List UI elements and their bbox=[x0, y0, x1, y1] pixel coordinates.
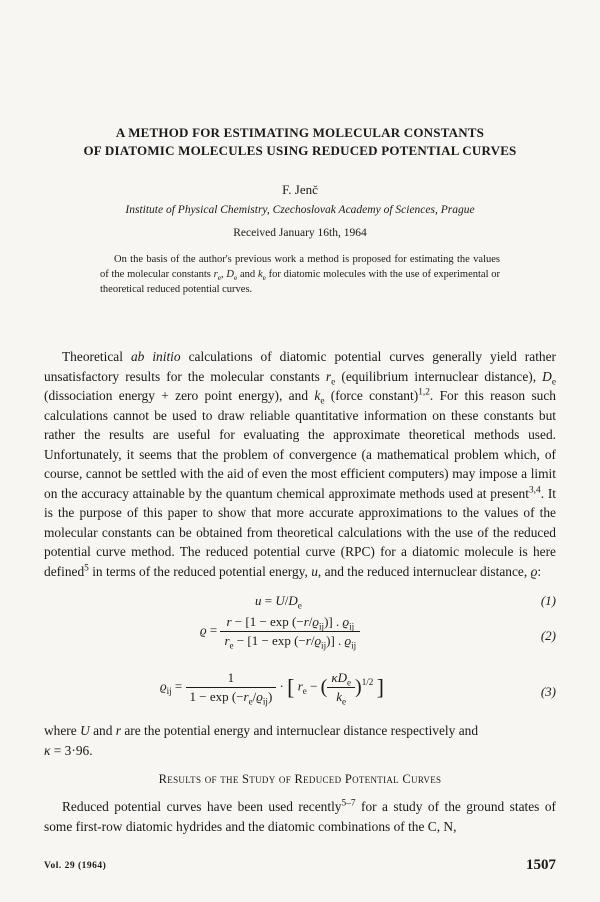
journal-volume: Vol. 29 (1964) bbox=[44, 861, 107, 871]
equation-1-number: (1) bbox=[540, 593, 556, 608]
section-heading: Results of the Study of Reduced Potential Curves bbox=[158, 772, 442, 786]
author: F. Jenč bbox=[282, 182, 318, 197]
received-date: Received January 16th, 1964 bbox=[233, 227, 367, 239]
abstract: On the basis of the author's previous work a method is proposed for estimating the values of the molecular constants $r_e$, $D_e$ and $k_e$ for diatomic molecules with the use of experimental or theoretical reduced potential curves. bbox=[100, 254, 501, 295]
page-number: 1507 bbox=[526, 857, 556, 873]
equation-1: $u = U/D_e$ bbox=[255, 593, 302, 611]
title-line-2: OF DIATOMIC MOLECULES USING REDUCED POTENTIAL CURVES bbox=[83, 143, 517, 158]
introduction-paragraph: Theoretical ab initio calculations of diatomic potential curves generally yield rather unsatisfactory results for the molecular constants $r_e$ (equilibrium internuclear distance), $D_e$ (dissociation energy + zero point energy), and $k_e$ (force constant)$^{1,2}$. For this reason such calculations cannot be used to draw reliable quantitative information on these constants but rather the results are useful for evaluating the approximate theoretical methods used. Unfortunately, it seems that the problem of convergence (a mathematical problem which, of course, cannot be settled with the aid of even the most efficient computers) may impose a limit on the accuracy attainable by the quantum chemical approximate methods used at present$^{3,4}$. It is the purpose of this paper to show that more accurate approximations to the values of the molecular constants can be obtained from theoretical calculations with the use of the reduced potential curve method. The reduced potential curve (RPC) for a diatomic molecule is here defined$^5$ in terms of the reduced potential energy, u, and the reduced internuclear distance, ϱ: bbox=[44, 349, 557, 579]
paper-title bbox=[40, 124, 560, 160]
equation-2-number: (2) bbox=[540, 628, 556, 643]
title-line-1: A METHOD FOR ESTIMATING MOLECULAR CONSTANTS bbox=[115, 125, 485, 140]
where-paragraph: where U and r are the potential energy and internuclear distance respectively and κ = 3·96. bbox=[44, 723, 479, 758]
affiliation: Institute of Physical Chemistry, Czechoslovak Academy of Sciences, Prague bbox=[125, 204, 475, 216]
equation-3: $ϱ_{ij}$ = $\frac{1}{1 - \exp (-r_e/ϱ_{ij})}$ · [ $r_e$ − ( $\frac{\kappa D_e}{k_e}$ )$^{1/2}$ ] bbox=[160, 670, 384, 707]
results-paragraph: Reduced potential curves have been used recently$^{5-7}$ for a study of the ground states of some first-row diatomic hydrides and the diatomic combinations of the C, N, bbox=[44, 798, 556, 834]
equation-2: ϱ = $\frac{r - [1 - \exp (-r/ϱ_{ij})] . ϱ_{ij}}{r_e - [1 - \exp (-r/ϱ_{ij})] . ϱ_{ij}}$ bbox=[200, 614, 360, 649]
equation-3-number: (3) bbox=[540, 684, 556, 699]
